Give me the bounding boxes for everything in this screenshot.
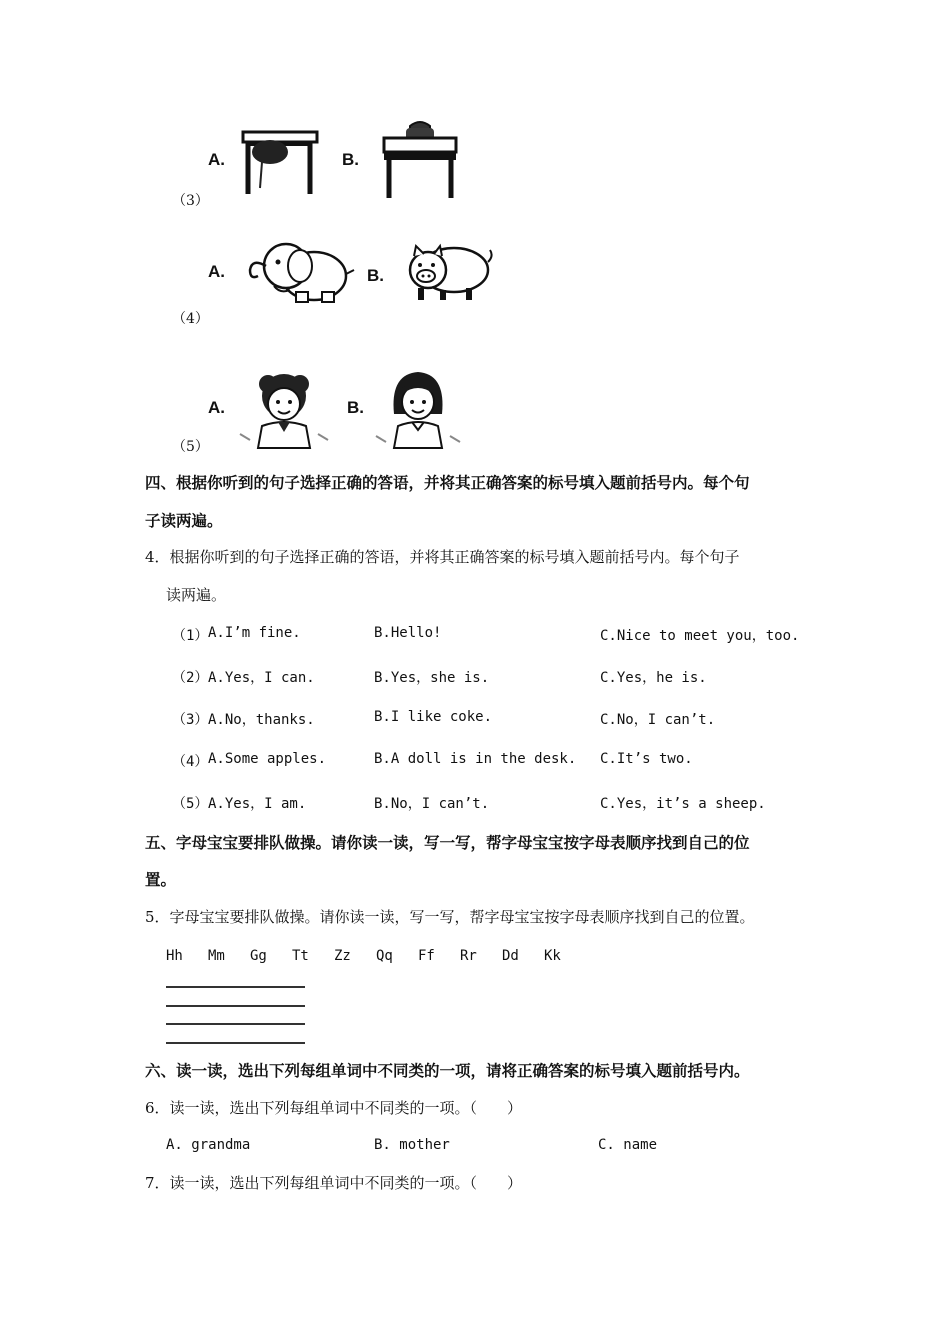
option-c: C.It’s two. xyxy=(600,751,693,767)
question-4-text-cont: 读两遍。 xyxy=(166,586,227,604)
option-b-label: B. xyxy=(347,398,364,417)
question-6-text: 6．读一读，选出下列每组单词中不同类的一项。（ ） xyxy=(145,1099,523,1117)
option-a: A.Yes，I can. xyxy=(208,670,315,686)
section-4-heading: 四、根据你听到的句子选择正确的答语，并将其正确答案的标号填入题前括号内。每个句 xyxy=(145,474,750,492)
option-b-label: B. xyxy=(367,266,384,285)
letter-item: Zz xyxy=(334,948,351,964)
option-b: B.I like coke. xyxy=(374,709,493,725)
boy-image xyxy=(238,364,330,450)
question-6-option-c: C. name xyxy=(598,1137,658,1153)
section-6-heading: 六、读一读，选出下列每组单词中不同类的一项，请将正确答案的标号填入题前括号内。 xyxy=(145,1062,750,1080)
table-with-bag-on-image xyxy=(380,118,460,202)
option-a: A.No，thanks. xyxy=(208,712,315,728)
option-c: C.Yes，he is. xyxy=(600,670,707,686)
writing-line xyxy=(166,1042,305,1044)
table-with-ball-under-image xyxy=(240,128,320,198)
option-c: C.Nice to meet you，too. xyxy=(600,628,800,644)
question-6-option-b: B. mother xyxy=(374,1137,450,1153)
item-number-5: （5） xyxy=(172,439,209,455)
letter-item: Tt xyxy=(292,948,309,964)
writing-line xyxy=(166,1023,305,1025)
question-6-option-a: A. grandma xyxy=(166,1137,251,1153)
row-number: （3） xyxy=(172,712,209,728)
letter-item: Qq xyxy=(376,948,393,964)
option-a: A.Some apples. xyxy=(208,751,327,767)
option-c: C.No，I can’t. xyxy=(600,712,716,728)
letter-item: Mm xyxy=(208,948,225,964)
row-number: （5） xyxy=(172,796,209,812)
option-b-label: B. xyxy=(342,150,359,169)
option-b: B.Yes，she is. xyxy=(374,670,490,686)
letter-item: Kk xyxy=(544,948,561,964)
letter-item: Hh xyxy=(166,948,183,964)
question-7-text: 7．读一读，选出下列每组单词中不同类的一项。（ ） xyxy=(145,1174,523,1192)
row-number: （4） xyxy=(172,754,209,770)
option-a: A.I’m fine. xyxy=(208,625,301,641)
section-5-heading: 五、字母宝宝要排队做操。请你读一读，写一写，帮字母宝宝按字母表顺序找到自己的位 xyxy=(145,834,750,852)
option-a-label: A. xyxy=(208,150,225,169)
letter-item: Gg xyxy=(250,948,267,964)
pig-image xyxy=(404,238,494,306)
section-5-heading-cont: 置。 xyxy=(145,871,177,889)
option-a: A.Yes，I am. xyxy=(208,796,307,812)
question-5-text: 5．字母宝宝要排队做操。请你读一读，写一写，帮字母宝宝按字母表顺序找到自己的位置。 xyxy=(145,908,755,926)
section-4-heading-cont: 子读两遍。 xyxy=(145,512,223,530)
letter-item: Rr xyxy=(460,948,477,964)
letter-item: Dd xyxy=(502,948,519,964)
girl-image xyxy=(372,364,464,450)
writing-line xyxy=(166,986,305,988)
item-number-4: （4） xyxy=(172,311,209,327)
letter-item: Ff xyxy=(418,948,435,964)
row-number: （2） xyxy=(172,670,209,686)
row-number: （1） xyxy=(172,628,209,644)
item-number-3: （3） xyxy=(172,193,209,209)
option-b: B.A doll is in the desk. xyxy=(374,751,577,767)
question-4-text: 4．根据你听到的句子选择正确的答语，并将其正确答案的标号填入题前括号内。每个句子 xyxy=(145,548,740,566)
option-b: B.No，I can’t. xyxy=(374,796,490,812)
option-a-label: A. xyxy=(208,262,225,281)
option-c: C.Yes，it’s a sheep. xyxy=(600,796,766,812)
option-a-label: A. xyxy=(208,398,225,417)
writing-line xyxy=(166,1005,305,1007)
option-b: B.Hello! xyxy=(374,625,442,641)
elephant-image xyxy=(244,236,356,308)
